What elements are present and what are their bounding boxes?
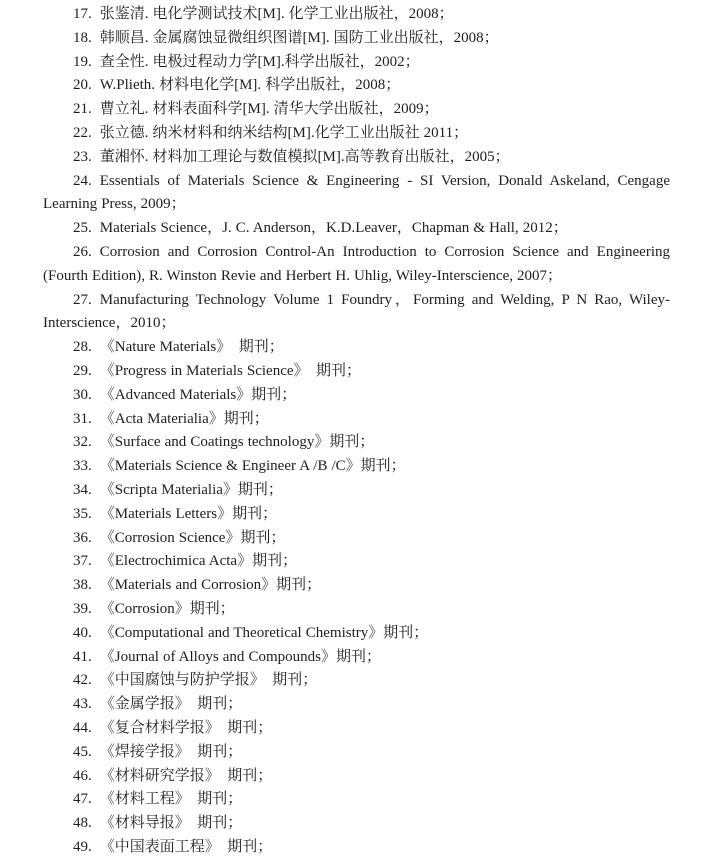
reference-text: 查全性. 电极过程动力学[M].科学出版社，2002； xyxy=(99,53,420,70)
reference-text: 《Journal of Alloys and Compounds》期刊； xyxy=(99,648,381,665)
reference-number: 46. xyxy=(73,767,92,784)
reference-text: 《材料工程》 期刊； xyxy=(99,791,243,808)
reference-text: 《焊接学报》 期刊； xyxy=(99,743,243,760)
reference-number: 38. xyxy=(73,577,92,594)
reference-text: 《复合材料学报》 期刊； xyxy=(99,719,273,736)
reference-text: 张立德. 纳米材料和纳米结构[M].化学工业出版社 2011； xyxy=(99,124,469,141)
reference-text: 《Corrosion Science》期刊； xyxy=(99,529,286,546)
reference-text: 董湘怀. 材料加工理论与数值模拟[M].高等教育出版社，2005； xyxy=(99,148,510,165)
reference-item xyxy=(43,431,670,455)
reference-number: 43. xyxy=(73,696,92,713)
reference-item xyxy=(43,408,670,432)
reference-number: 23. xyxy=(73,148,92,165)
reference-text: 张鉴清. 电化学测试技术[M]. 化学工业出版社，2008； xyxy=(99,6,454,22)
reference-item xyxy=(43,241,670,289)
reference-number: 22. xyxy=(73,124,92,141)
reference-text: 《Materials Science & Engineer A /B /C》期刊； xyxy=(99,458,406,475)
reference-number: 28. xyxy=(73,339,92,356)
reference-text: 《Scripta Materialia》期刊； xyxy=(99,481,283,498)
reference-text: 《Electrochimica Acta》期刊； xyxy=(99,553,298,570)
reference-number: 17. xyxy=(73,6,92,22)
reference-text: 《Progress in Materials Science》 期刊； xyxy=(99,362,362,379)
reference-number: 45. xyxy=(73,743,92,760)
reference-item xyxy=(43,74,670,98)
reference-text: 《Acta Materialia》期刊； xyxy=(99,410,269,427)
reference-item xyxy=(43,717,670,741)
reference-number: 29. xyxy=(73,362,92,379)
reference-text: Corrosion and Corrosion Control-An Introduction to Corrosion Science and Engineering (Fourth Edition), R. Winston Revie and Herbert H. Uhlig, Wiley-Interscience, 2007； xyxy=(43,243,670,284)
reference-item xyxy=(43,51,670,75)
reference-list xyxy=(43,3,670,860)
reference-item xyxy=(43,788,670,812)
reference-item xyxy=(43,598,670,622)
reference-number: 27. xyxy=(73,291,92,308)
reference-text: 《金属学报》 期刊； xyxy=(99,696,243,713)
reference-text: 《Advanced Materials》期刊； xyxy=(99,386,297,403)
reference-number: 48. xyxy=(73,815,92,832)
reference-item xyxy=(43,289,670,337)
reference-number: 49. xyxy=(73,838,92,855)
reference-number: 19. xyxy=(73,53,92,70)
reference-item xyxy=(43,98,670,122)
reference-text: 《中国腐蚀与防护学报》 期刊； xyxy=(99,672,318,689)
reference-number: 39. xyxy=(73,600,92,617)
reference-item xyxy=(43,336,670,360)
reference-text: Manufacturing Technology Volume 1 Foundry，Forming and Welding, P N Rao, Wiley-Interscience，2010； xyxy=(43,291,670,332)
reference-number: 42. xyxy=(73,672,92,689)
reference-item xyxy=(43,455,670,479)
reference-number: 26. xyxy=(73,243,92,260)
reference-item xyxy=(43,646,670,670)
reference-item xyxy=(43,27,670,51)
reference-number: 35. xyxy=(73,505,92,522)
reference-number: 33. xyxy=(73,458,92,475)
reference-item xyxy=(43,669,670,693)
reference-text: 《中国表面工程》 期刊； xyxy=(99,838,273,855)
reference-item xyxy=(43,170,670,218)
reference-text: 《Nature Materials》 期刊； xyxy=(99,339,284,356)
reference-number: 21. xyxy=(73,101,92,118)
reference-number: 40. xyxy=(73,624,92,641)
reference-text: 《Computational and Theoretical Chemistry》期刊； xyxy=(99,624,429,641)
reference-number: 34. xyxy=(73,481,92,498)
reference-number: 41. xyxy=(73,648,92,665)
reference-number: 32. xyxy=(73,434,92,451)
reference-item xyxy=(43,3,670,27)
reference-number: 37. xyxy=(73,553,92,570)
reference-item xyxy=(43,527,670,551)
reference-item xyxy=(43,146,670,170)
reference-text: 《Surface and Coatings technology》期刊； xyxy=(99,434,375,451)
reference-number: 18. xyxy=(73,29,92,46)
reference-item xyxy=(43,812,670,836)
reference-item xyxy=(43,122,670,146)
reference-item xyxy=(43,503,670,527)
reference-item xyxy=(43,765,670,789)
reference-number: 25. xyxy=(73,220,92,237)
reference-item xyxy=(43,836,670,860)
reference-number: 44. xyxy=(73,719,92,736)
reference-text: W.Plieth. 材料电化学[M]. 科学出版社，2008； xyxy=(99,77,401,94)
reference-item xyxy=(43,479,670,503)
reference-number: 47. xyxy=(73,791,92,808)
reference-text: 《材料导报》 期刊； xyxy=(99,815,243,832)
reference-item xyxy=(43,360,670,384)
reference-item xyxy=(43,550,670,574)
reference-number: 31. xyxy=(73,410,92,427)
reference-text: 曹立礼. 材料表面科学[M]. 清华大学出版社，2009； xyxy=(99,101,439,118)
reference-number: 30. xyxy=(73,386,92,403)
reference-item xyxy=(43,741,670,765)
reference-item xyxy=(43,217,670,241)
reference-number: 36. xyxy=(73,529,92,546)
reference-number: 24. xyxy=(73,172,92,189)
reference-text: Essentials of Materials Science & Engineering - SI Version, Donald Askeland, Cengage Learning Press, 2009； xyxy=(43,172,670,213)
reference-item xyxy=(43,622,670,646)
reference-text: 《材料研究学报》 期刊； xyxy=(99,767,273,784)
reference-item xyxy=(43,384,670,408)
reference-text: 韩顺昌. 金属腐蚀显微组织图谱[M]. 国防工业出版社，2008； xyxy=(99,29,499,46)
reference-text: Materials Science，J. C. Anderson，K.D.Leaver，Chapman & Hall, 2012； xyxy=(99,220,568,237)
reference-text: 《Materials Letters》期刊； xyxy=(99,505,278,522)
reference-text: 《Materials and Corrosion》期刊； xyxy=(99,577,322,594)
reference-number: 20. xyxy=(73,77,92,94)
reference-text: 《Corrosion》期刊； xyxy=(99,600,235,617)
reference-item xyxy=(43,574,670,598)
reference-item xyxy=(43,693,670,717)
